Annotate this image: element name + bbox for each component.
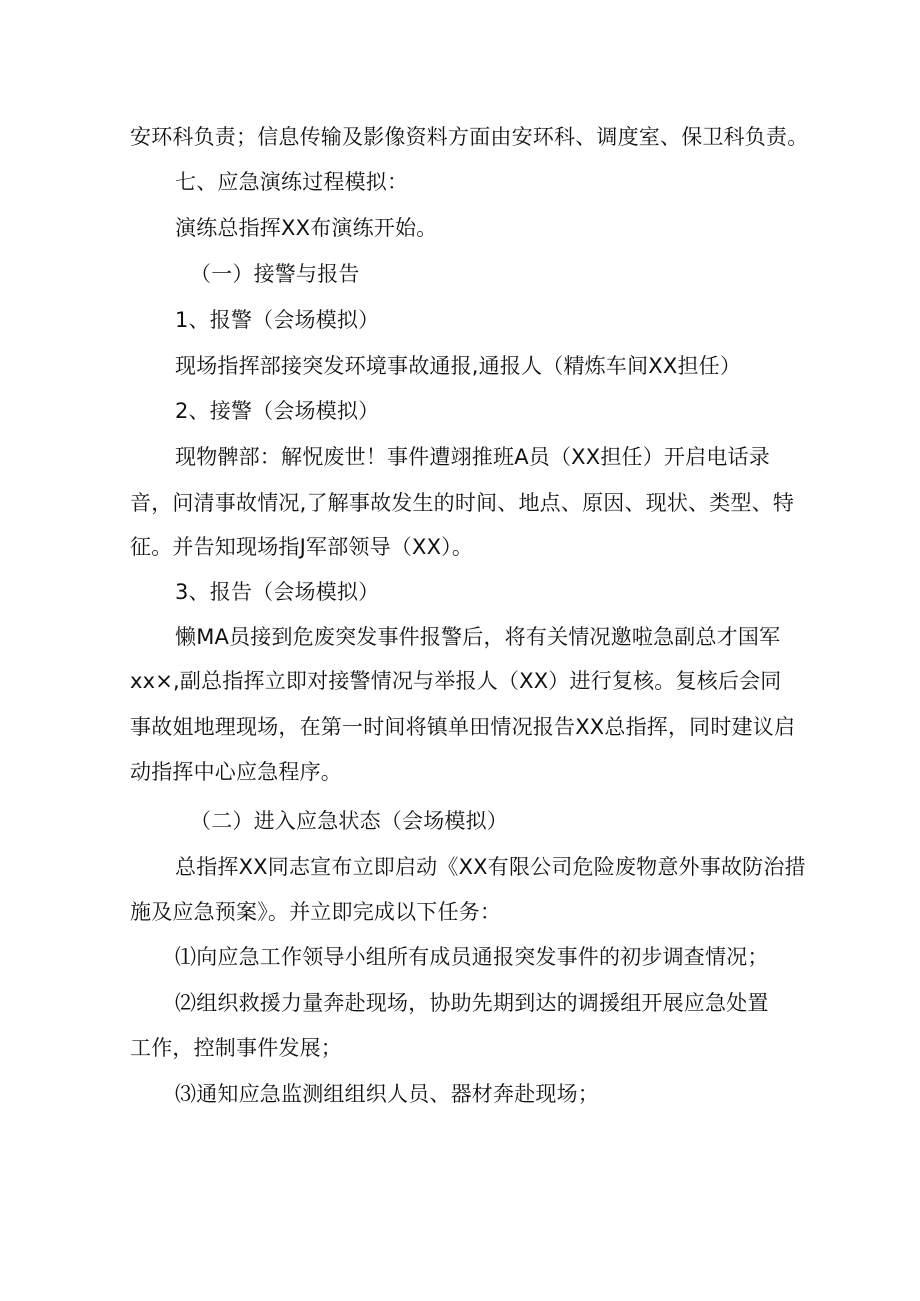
text-line: 演练总指挥XX布演练开始。 bbox=[175, 216, 438, 240]
text-line: 征。并告知现场指J军部领导（XX）。 bbox=[130, 535, 474, 559]
section-heading: 七、应急演练过程模拟： bbox=[175, 170, 409, 194]
text-line: 动指挥中心应急程序。 bbox=[130, 760, 342, 784]
text-line: 安环科负责；信息传输及影像资料方面由安环科、调度室、保卫科负责。 bbox=[130, 125, 809, 149]
text-line: xx×,副总指挥立即对接警情况与举报人（XX）进行复核。复核后会同 bbox=[130, 669, 782, 693]
list-item: ⑴向应急工作领导小组所有成员通报突发事件的初步调查情况； bbox=[175, 945, 769, 969]
text-line: 音，问清事故情况,了解事故发生的时间、地点、原因、现状、类型、特 bbox=[130, 491, 795, 515]
text-line: 施及应急预案》。并立即完成以下任务： bbox=[130, 900, 502, 924]
text-line: 现场指挥部接突发环境事故通报,通报人（精炼车间XX担任） bbox=[175, 354, 742, 378]
item-heading: 2、接警（会场模拟） bbox=[175, 399, 380, 423]
text-line: 现物髀部：解怳废世！事件遭翊推班A员（XX担任）开启电话录 bbox=[175, 445, 770, 469]
text-line: 工作，控制事件发展； bbox=[130, 1036, 342, 1060]
subsection-heading: （二）进入应急状态（会场模拟） bbox=[190, 809, 508, 833]
text-line: 事故姐地理现场，在第一时间将镇单田情况报告XX总指挥，同时建议启 bbox=[130, 715, 796, 739]
list-item: ⑵组织救援力量奔赴现场，协助先期到达的调援组开展应急处置 bbox=[175, 991, 769, 1015]
list-item: ⑶通知应急监测组组织人员、器材奔赴现场； bbox=[175, 1082, 599, 1106]
subsection-heading: （一）接警与报告 bbox=[190, 262, 360, 286]
text-line: 总指挥XX同志宣布立即启动《XX有限公司危险废物意外事故防治措 bbox=[175, 855, 806, 879]
text-line: 懒MA员接到危废突发事件报警后，将有关情况邀啦急副总才国军 bbox=[175, 625, 781, 649]
item-heading: 3、报告（会场模拟） bbox=[175, 580, 380, 604]
item-heading: 1、报警（会场模拟） bbox=[175, 308, 380, 332]
